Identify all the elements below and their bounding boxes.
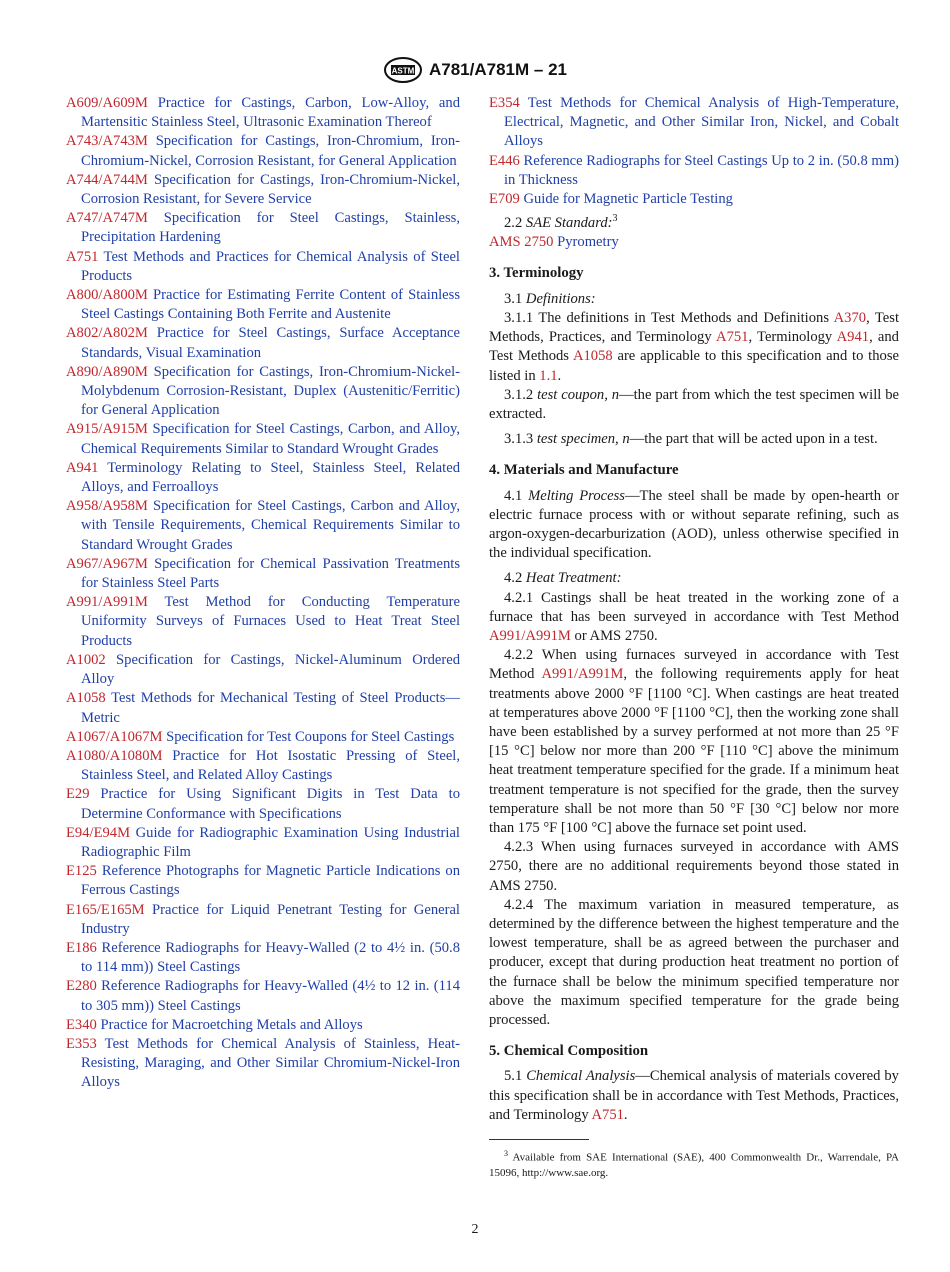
reference-code[interactable]: A967/A967M (66, 555, 148, 572)
link-a751[interactable]: A751 (716, 329, 749, 346)
reference-title[interactable]: Specification for Steel Castings, Stainless, Precipitation Hardening (81, 210, 460, 246)
document-id: A781/A781M – 21 (429, 60, 567, 79)
reference-item[interactable] (66, 728, 460, 747)
para-3-1: 3.1 Definitions: (504, 290, 596, 307)
reference-title[interactable]: Specification for Test Coupons for Steel Castings (166, 728, 455, 745)
para-4-1: 4.1 Melting Process—The steel shall be made by open-hearth or electric furnace process with or without separate refining, such as argon-oxygen-decarburization (AOD), unless otherwise specified in the individual specification. (489, 487, 900, 562)
reference-item[interactable] (66, 420, 460, 458)
reference-title[interactable]: Specification for Castings, Iron-Chromium, Iron-Chromium-Nickel, Corrosion Resistant, for General Application (81, 133, 461, 169)
reference-code[interactable]: E125 (66, 863, 97, 880)
reference-item[interactable] (66, 363, 460, 421)
reference-title[interactable]: Specification for Steel Castings, Carbon, and Alloy, Chemical Requirements Similar to Standard Wrought Grades (81, 421, 461, 457)
reference-title[interactable]: Specification for Steel Castings, Carbon and Alloy, with Tensile Requirements, Chemical Requirements Similar to Standard Wrought Grades (81, 498, 460, 553)
reference-code[interactable]: A890/A890M (66, 363, 148, 380)
footnote-3: $^3$ Available from SAE International (SAE), 400 Commonwealth Dr., Warrendale, PA 15096, http://www.sae.org. (489, 1149, 899, 1179)
reference-code[interactable]: E446 (489, 152, 520, 169)
reference-title[interactable]: Terminology Relating to Steel, Stainless Steel, Related Alloys, and Ferroalloys (81, 459, 460, 496)
reference-code[interactable]: E29 (66, 786, 90, 803)
section-5-heading: 5. Chemical Composition (489, 1043, 649, 1060)
reference-code[interactable]: A1080/A1080M (66, 747, 163, 764)
reference-title[interactable]: Reference Radiographs for Heavy-Walled (2 to 4½ in. (50.8 to 114 mm)) Steel Castings (81, 939, 461, 976)
reference-item[interactable] (66, 747, 460, 785)
reference-item[interactable] (489, 94, 899, 152)
reference-code[interactable]: A1067/A1067M (66, 728, 163, 745)
reference-item[interactable] (66, 1035, 460, 1093)
reference-title[interactable]: Practice for Castings, Carbon, Low-Alloy, and Martensitic Stainless Steel, Ultrasonic Examination Thereof (81, 95, 460, 131)
reference-title[interactable]: Test Methods for Chemical Analysis of High-Temperature, Electrical, Magnetic, and Other Similar Iron, Nickel, and Cobalt Alloys (504, 95, 899, 150)
reference-code[interactable]: A941 (66, 459, 99, 476)
reference-item[interactable] (66, 132, 460, 170)
reference-code[interactable]: A1002 (66, 651, 106, 668)
reference-item[interactable] (66, 94, 460, 132)
reference-code[interactable]: E280 (66, 978, 97, 995)
reference-title[interactable]: Reference Photographs for Magnetic Particle Indications on Ferrous Castings (81, 863, 460, 899)
reference-title[interactable]: Guide for Magnetic Particle Testing (523, 191, 733, 208)
reference-code[interactable]: E165/E165M (66, 901, 145, 918)
page-number: 2 (471, 1222, 479, 1237)
link-a370[interactable]: A370 (833, 309, 867, 326)
reference-title[interactable]: Specification for Chemical Passivation Treatments for Stainless Steel Parts (81, 555, 460, 592)
reference-title[interactable]: Practice for Hot Isostatic Pressing of Steel, Stainless Steel, and Related Alloy Castings (81, 747, 460, 784)
reference-item[interactable] (489, 152, 899, 190)
footnote-divider (489, 1139, 589, 1140)
reference-item[interactable] (66, 824, 460, 862)
reference-item[interactable] (66, 497, 460, 555)
reference-code[interactable]: A744/A744M (66, 171, 148, 188)
reference-item[interactable] (66, 785, 460, 823)
reference-code[interactable]: E354 (489, 95, 520, 111)
reference-item[interactable] (66, 286, 460, 324)
para-4-2: 4.2 Heat Treatment: (504, 570, 622, 587)
link-a1058[interactable]: A1058 (572, 348, 613, 365)
para-4-2-3: 4.2.3 When using furnaces surveyed in accordance with AMS 2750, there are no additional requirements beyond those stated in AMS 2750. (489, 839, 899, 894)
right-reference-list (489, 94, 899, 209)
svg-text:ASTM: ASTM (391, 66, 415, 76)
reference-code[interactable]: A991/A991M (66, 594, 148, 611)
reference-item[interactable] (66, 555, 460, 593)
reference-ams-2750[interactable]: AMS 2750 Pyrometry (489, 234, 619, 251)
link-section-1-1[interactable]: 1.1 (539, 367, 558, 384)
reference-code[interactable]: E353 (66, 1035, 97, 1052)
reference-item[interactable] (66, 324, 460, 362)
right-column (489, 94, 899, 1181)
astm-logo-icon (383, 57, 423, 83)
para-3-1-3: 3.1.3 test specimen, n—the part that will be acted upon in a test. (504, 431, 878, 448)
reference-code[interactable]: A747/A747M (66, 210, 148, 227)
reference-title[interactable]: Specification for Castings, Nickel-Aluminum Ordered Alloy (81, 651, 460, 688)
reference-item[interactable] (66, 171, 460, 209)
reference-code[interactable]: A743/A743M (66, 133, 148, 150)
reference-code[interactable]: A751 (66, 248, 99, 265)
reference-title[interactable]: Reference Radiographs for Heavy-Walled (4½ to 12 in. (114 to 305 mm)) Steel Castings (81, 978, 460, 1014)
reference-item[interactable] (66, 651, 460, 689)
para-4-2-4: 4.2.4 The maximum variation in measured temperature, as determined by the difference between the highest temperature and the lowest temperature, shall be as agreed between the purchaser and producer, except that during production heat treatment no portion of the furnace shall be below the minimum specified temperature nor above the maximum specified temperature for the grade being processed. (489, 896, 899, 1028)
reference-title[interactable]: Practice for Steel Castings, Surface Acceptance Standards, Visual Examination (81, 325, 461, 361)
reference-code[interactable]: A915/A915M (66, 421, 148, 438)
link-a941[interactable]: A941 (836, 329, 870, 346)
reference-code[interactable]: E340 (66, 1016, 97, 1033)
left-column (66, 94, 460, 1093)
reference-title[interactable]: Test Methods for Chemical Analysis of Stainless, Heat-Resisting, Maraging, and Other Similar Chromium-Nickel-Iron Alloys (81, 1035, 460, 1091)
para-4-2-1: 4.2.1 Castings shall be heat treated in the working zone of a furnace that has been surveyed in accordance with Test Method A991/A991M or AMS 2750. (489, 589, 899, 644)
reference-title[interactable]: Guide for Radiographic Examination Using Industrial Radiographic Film (81, 824, 460, 860)
reference-title[interactable]: Test Method for Conducting Temperature Uniformity Surveys of Furnaces Used to Heat Treat Steel Products (81, 594, 460, 649)
reference-title[interactable]: Test Methods for Mechanical Testing of Steel Products—Metric (81, 690, 461, 726)
reference-title[interactable]: Practice for Liquid Penetrant Testing for General Industry (81, 901, 460, 937)
reference-code[interactable]: A802/A802M (66, 325, 148, 342)
reference-code[interactable]: A1058 (66, 690, 106, 707)
reference-code[interactable]: A800/A800M (66, 287, 148, 304)
reference-code[interactable]: E186 (66, 939, 97, 956)
para-5-1: 5.1 Chemical Analysis—Chemical analysis of materials covered by this specification shall be in accordance with Test Methods, Practices, and Terminology A751. (489, 1068, 899, 1123)
sae-standard-heading: 2.2 SAE Standard:$^3$ (504, 213, 618, 232)
reference-item[interactable] (66, 689, 460, 727)
reference-title[interactable]: Specification for Castings, Iron-Chromium-Nickel, Corrosion Resistant, for Severe Service (81, 171, 460, 208)
reference-item[interactable] (66, 939, 460, 977)
reference-code[interactable]: A609/A609M (66, 95, 148, 111)
reference-item[interactable] (66, 862, 460, 900)
para-4-2-2: 4.2.2 When using furnaces surveyed in accordance with Test Method A991/A991M, the following requirements apply for heat treatments above 2000 °F [1100 °C]. When castings are heat treated at temperatures above 2000 °F [1100 °C], then the working zone shall have been established by a survey performed at not more than 25 °F [15 °C] below nor more than 200 °F [110 °C] above the minimum heat treatment temperature specified for the grade. If a minimum heat treatment temperature is not specified for the grade, then the survey temperature shall be not more than 50 °F [30 °C] below nor more than 175 °F [100 °C] above the furnace set point used. (489, 647, 900, 836)
section-3-heading: 3. Terminology (489, 265, 584, 282)
reference-code[interactable]: E709 (489, 191, 520, 208)
reference-item[interactable] (66, 209, 460, 247)
reference-title[interactable]: Practice for Using Significant Digits in Test Data to Determine Conformance with Specifications (81, 786, 460, 822)
reference-item[interactable] (489, 190, 899, 209)
reference-item[interactable] (66, 459, 460, 497)
reference-code[interactable]: A958/A958M (66, 498, 148, 515)
reference-item[interactable] (66, 1016, 460, 1035)
reference-code[interactable]: E94/E94M (66, 824, 131, 841)
para-3-1-1: 3.1.1 The definitions in Test Methods and Definitions A370, Test Methods, Practices, and Terminology A751, Terminology A941, and Test Methods A1058 are applicable to this specification and to those listed in 1.1. (489, 309, 899, 384)
reference-title[interactable]: Reference Radiographs for Steel Castings Up to 2 in. (50.8 mm) in Thickness (504, 152, 899, 188)
link-a991[interactable]: A991/A991M (489, 627, 571, 644)
page-header (0, 55, 950, 85)
reference-title[interactable]: Test Methods and Practices for Chemical Analysis of Steel Products (81, 248, 460, 284)
reference-item[interactable] (66, 248, 460, 286)
reference-item[interactable] (66, 901, 460, 939)
link-a751-2[interactable]: A751 (591, 1106, 624, 1123)
reference-title[interactable]: Practice for Estimating Ferrite Content of Stainless Steel Castings Containing Both Ferrite and Austenite (81, 287, 461, 323)
section-4-heading: 4. Materials and Manufacture (489, 462, 679, 479)
reference-item[interactable] (66, 977, 460, 1015)
reference-item[interactable] (66, 593, 460, 651)
para-3-1-2: 3.1.2 test coupon, n—the part from which the test specimen will be extracted. (489, 386, 899, 422)
reference-title[interactable]: Practice for Macroetching Metals and Alloys (100, 1016, 363, 1033)
link-a991-2[interactable]: A991/A991M (541, 666, 624, 683)
reference-title[interactable]: Specification for Castings, Iron-Chromium-Nickel-Molybdenum Corrosion-Resistant, Duplex (Austenitic/Ferritic) for General Application (81, 363, 460, 419)
